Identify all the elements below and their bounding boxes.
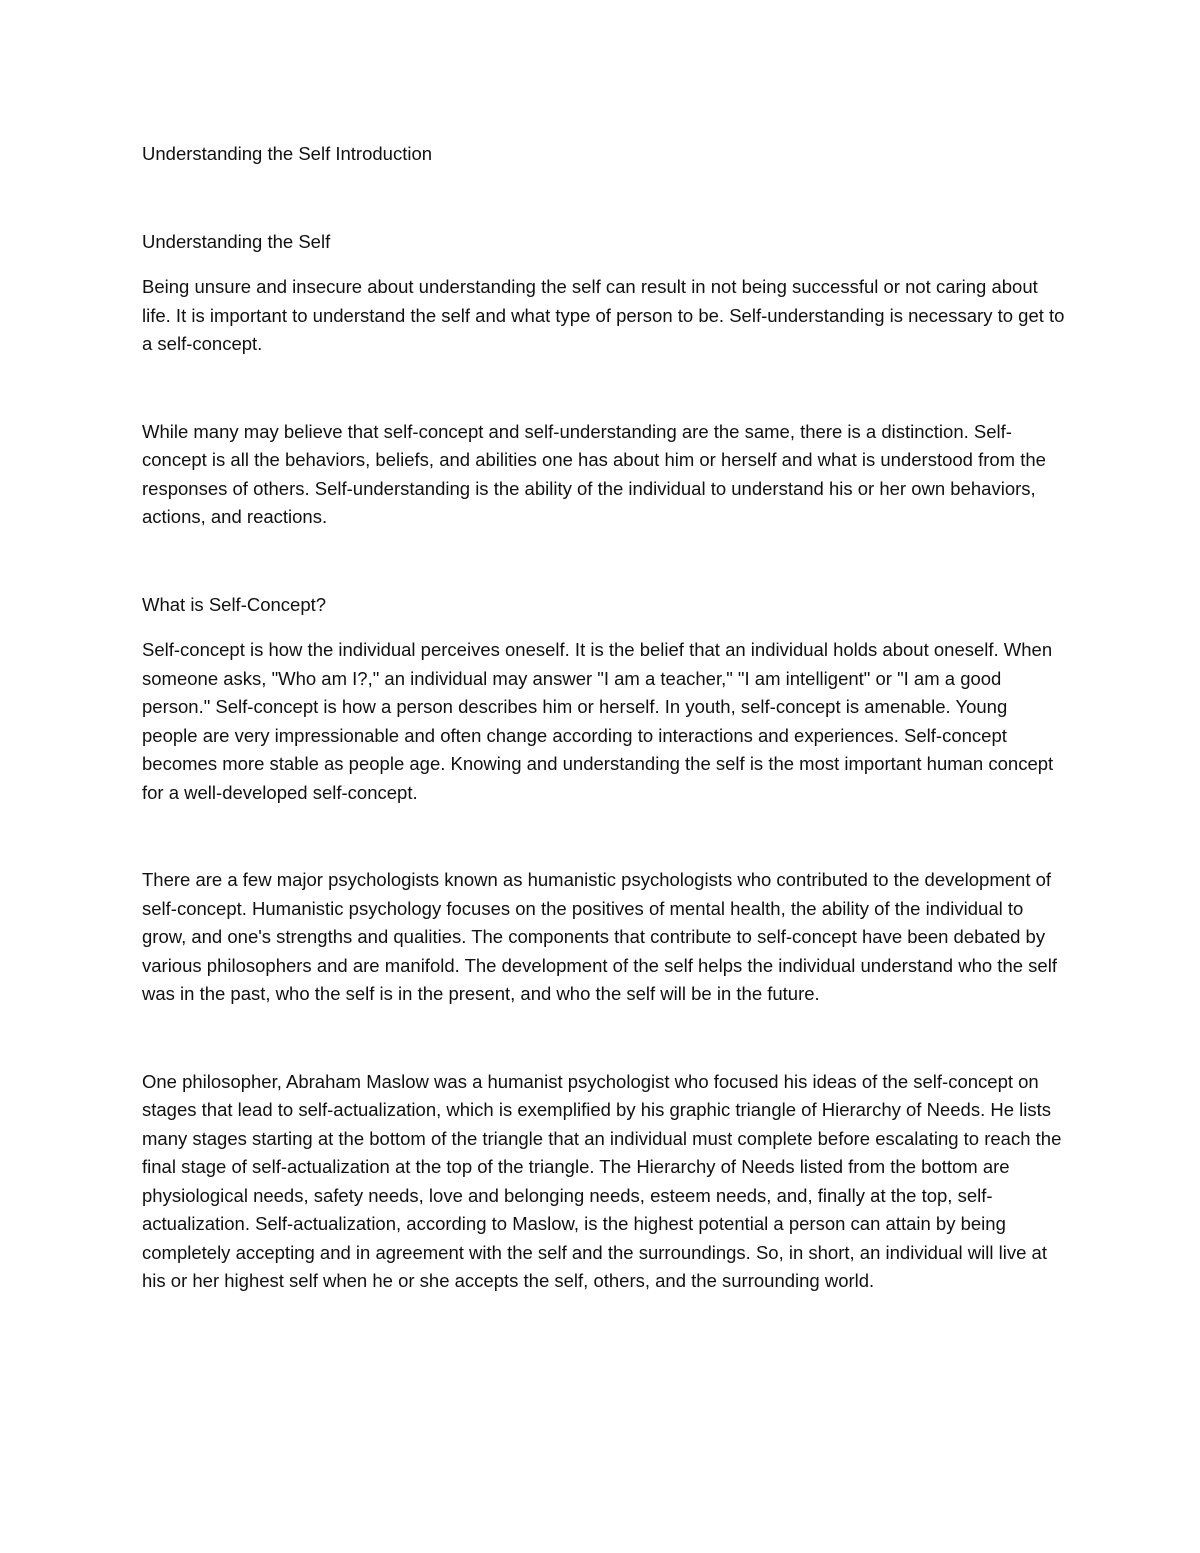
document-title: Understanding the Self Introduction <box>142 143 433 164</box>
paragraph: Self-concept is how the individual perceives oneself. It is the belief that an individual holds about oneself. When someone asks, "Who am I?," an individual may answer "I am a teacher," "I am intelligent" or "I am a good person." Self-concept is how a person describes him or herself. In youth, self-concept is amenable. Young people are very impressionable and often change according to interactions and experiences. Self-concept becomes more stable as people age. Knowing and understanding the self is the most important human concept for a well-developed self-concept. <box>142 639 1054 803</box>
paragraph: While many may believe that self-concept and self-understanding are the same, there is a distinction. Self-concept is all the behaviors, beliefs, and abilities one has about him or herself and what is understood from the responses of others. Self-understanding is the ability of the individual to understand his or her own behaviors, actions, and reactions. <box>142 420 1046 527</box>
paragraph: There are a few major psychologists known as humanistic psychologists who contributed to the development of self-concept. Humanistic psychology focuses on the positives of mental health, the ability of the individual to grow, and one's strengths and qualities. The components that contribute to self-concept have been debated by various philosophers and are manifold. The development of the self helps the individual understand who the self was in the past, who the self is in the present, and who the self will be in the future. <box>142 869 1057 1004</box>
paragraph: Being unsure and insecure about understanding the self can result in not being successful or not caring about life. It is important to understand the self and what type of person to be. Self-understanding is necessary to get to a self-concept. <box>142 276 1065 354</box>
document-body <box>142 140 1067 1296</box>
subheading: What is Self-Concept? <box>142 593 327 615</box>
section-heading: Understanding the Self <box>142 230 331 252</box>
paragraph: One philosopher, Abraham Maslow was a humanist psychologist who focused his ideas of the self-concept on stages that lead to self-actualization, which is exemplified by his graphic triangle of Hierarchy of Needs. He lists many stages starting at the bottom of the triangle that an individual must complete before escalating to reach the final stage of self-actualization at the top of the triangle. The Hierarchy of Needs listed from the bottom are physiological needs, safety needs, love and belonging needs, esteem needs, and, finally at the top, self-actualization. Self-actualization, according to Maslow, is the highest potential a person can attain by being completely accepting and in agreement with the self and the surroundings. So, in short, an individual will live at his or her highest self when he or she accepts the self, others, and the surrounding world. <box>142 1070 1062 1291</box>
